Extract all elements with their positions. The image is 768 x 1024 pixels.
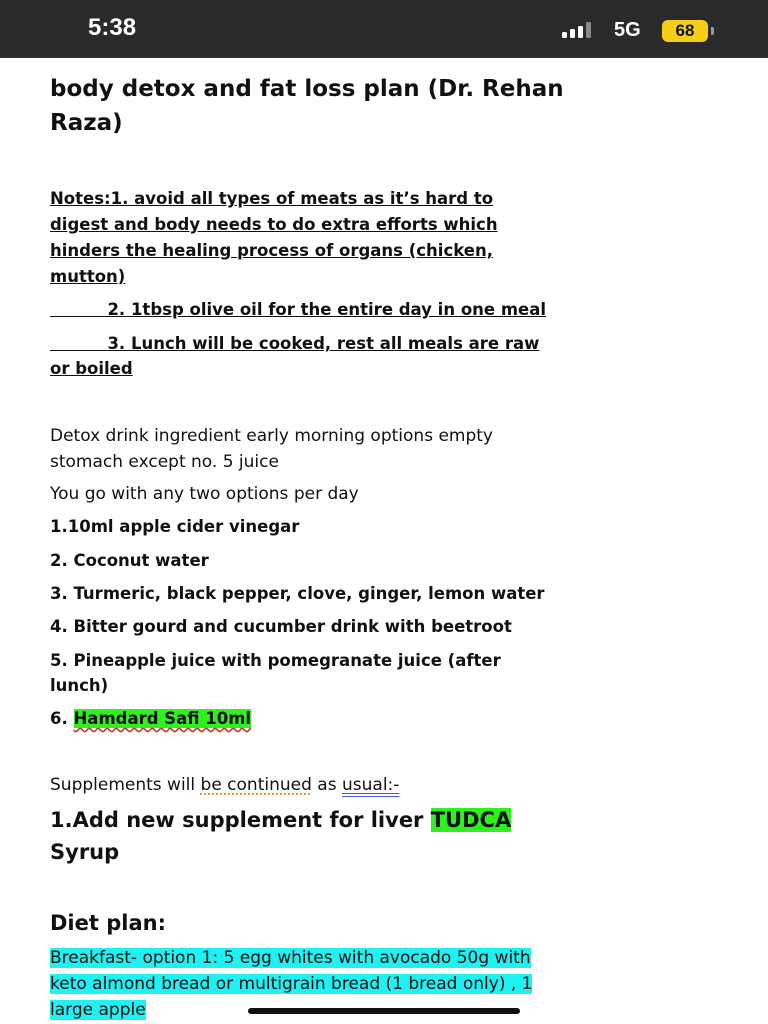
home-indicator[interactable] xyxy=(248,1008,520,1014)
breakfast-line-2: keto almond bread or multigrain bread (1 bread only) , 1 xyxy=(50,974,533,994)
notes-line-3: hinders the healing process of organs (chicken, xyxy=(50,241,493,260)
supplement-item-1-cont: Syrup xyxy=(50,840,120,864)
network-type-label: 5G xyxy=(614,19,641,41)
cellular-signal-icon xyxy=(562,22,602,38)
battery-icon: 68 xyxy=(662,20,708,42)
supplements-text: Supplements will be continued as usual:- xyxy=(50,775,400,795)
detox-option-5-cont: lunch) xyxy=(50,676,109,695)
diet-plan-heading: Diet plan: xyxy=(50,911,166,935)
notes-line-6: 3. Lunch will be cooked, rest all meals are raw xyxy=(107,334,540,353)
breakfast-line-1: Breakfast- option 1: 5 egg whites with avocado 50g with xyxy=(50,948,531,968)
tudca-highlight: TUDCA xyxy=(430,808,512,832)
detox-option-4: 4. Bitter gourd and cucumber drink with beetroot xyxy=(50,617,512,636)
notes-line-5: 2. 1tbsp olive oil for the entire day in one meal xyxy=(107,300,547,319)
detox-choice-text: You go with any two options per day xyxy=(50,484,359,504)
hamdard-safi-highlight: Hamdard Safi 10ml xyxy=(73,709,252,728)
detox-option-1: 1.10ml apple cider vinegar xyxy=(50,517,300,536)
detox-intro-line-2: stomach except no. 5 juice xyxy=(50,452,279,472)
document-page[interactable] xyxy=(0,58,768,1024)
notes-line-2: digest and body needs to do extra efforts which xyxy=(50,215,498,234)
detox-option-2: 2. Coconut water xyxy=(50,551,209,570)
notes-line-7: or boiled xyxy=(50,359,133,378)
notes-line-1: Notes:1. avoid all types of meats as it’s hard to xyxy=(50,189,494,208)
detox-option-6: 6. Hamdard Safi 10ml xyxy=(50,709,252,728)
status-time: 5:38 xyxy=(88,14,137,41)
status-bar xyxy=(0,0,768,58)
doc-title-line-2: Raza) xyxy=(50,110,123,136)
battery-tip-icon xyxy=(711,27,714,35)
detox-option-3: 3. Turmeric, black pepper, clove, ginger, lemon water xyxy=(50,584,545,603)
notes-line-4: mutton) xyxy=(50,267,126,286)
supplement-item-1: 1.Add new supplement for liver TUDCA xyxy=(50,808,512,832)
breakfast-line-3: large apple xyxy=(50,1000,146,1020)
doc-title-line-1: body detox and fat loss plan (Dr. Rehan xyxy=(50,76,564,102)
detox-intro-line-1: Detox drink ingredient early morning options empty xyxy=(50,426,493,446)
detox-option-5: 5. Pineapple juice with pomegranate juice (after xyxy=(50,651,501,670)
